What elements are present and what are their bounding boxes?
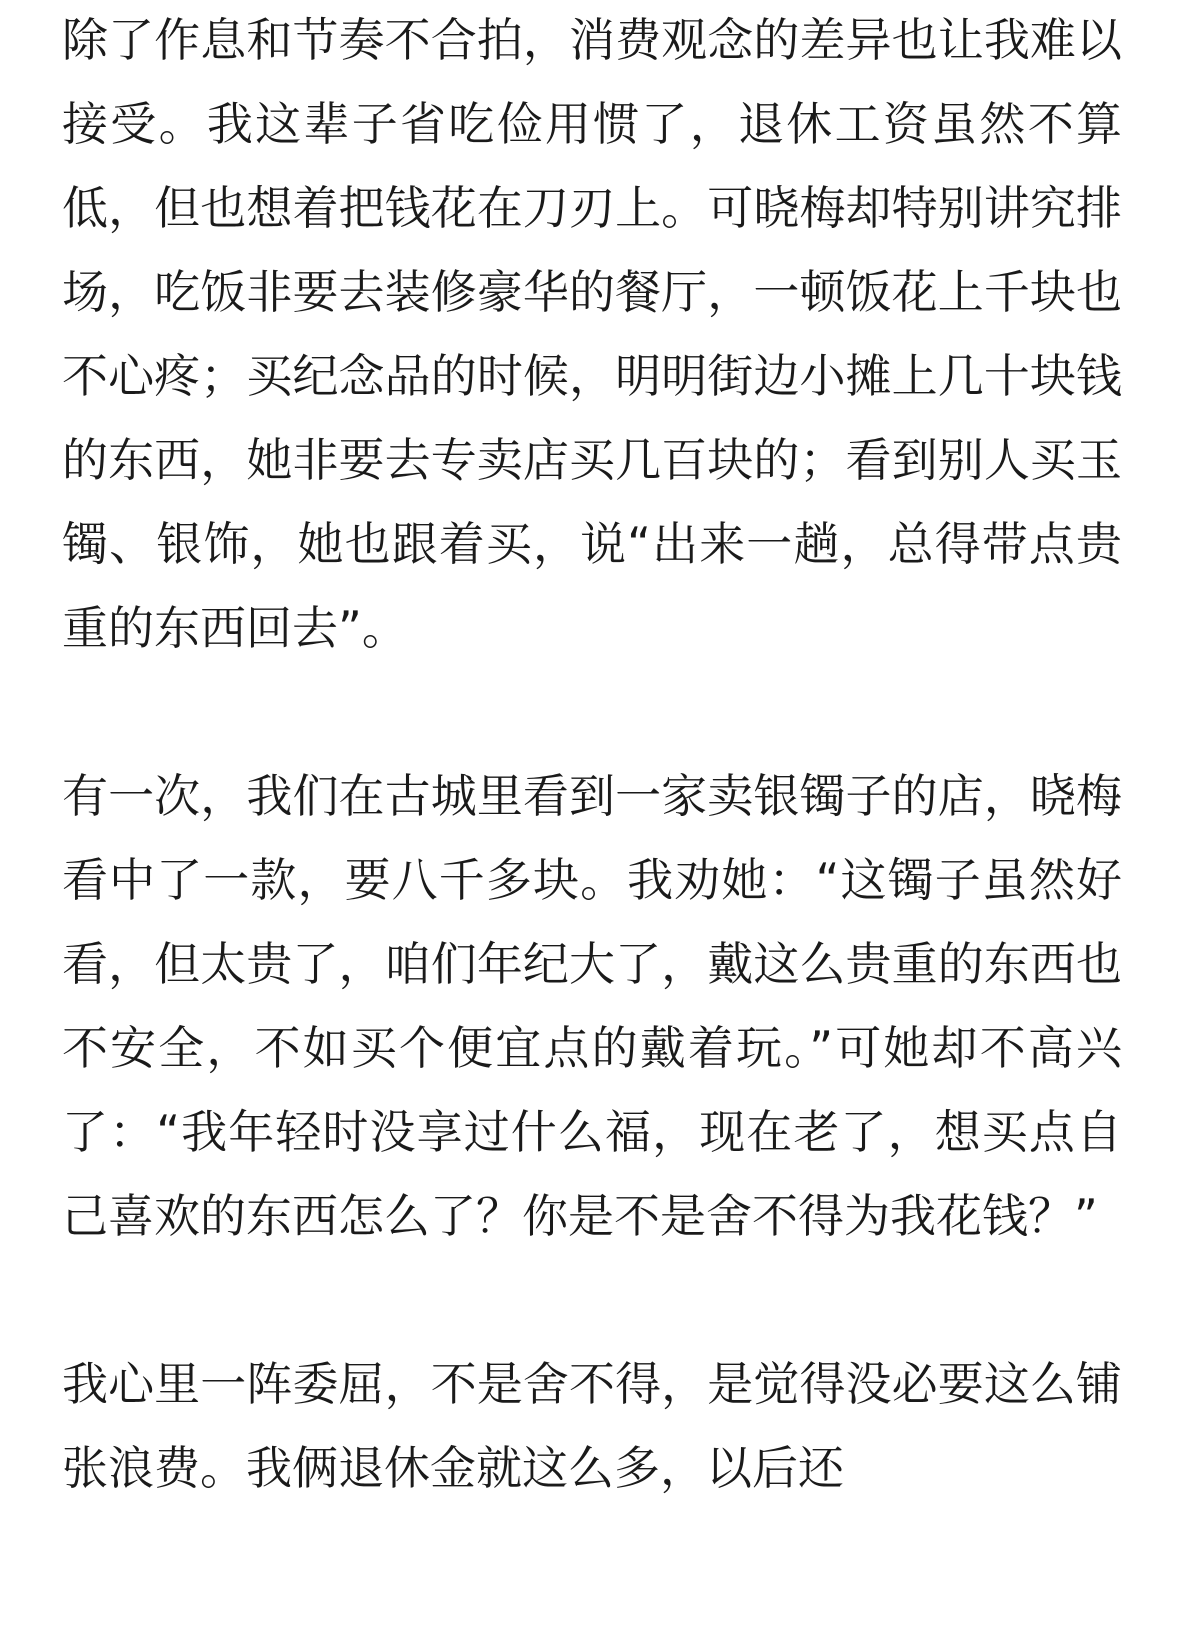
- article-paragraph: 除了作息和节奏不合拍，消费观念的差异也让我难以接受。我这辈子省吃俭用惯了，退休工资虽然不算低，但也想着把钱花在刀刃上。可晓梅却特别讲究排场，吃饭非要去装修豪华的餐厅，一顿饭花上千块也不心疼；买纪念品的时候，明明街边小摊上几十块钱的东西，她非要去专卖店买几百块的；看到别人买玉镯、银饰，她也跟着买，说“出来一趟，总得带点贵重的东西回去”。: [62, 13, 1122, 655]
- article-paragraph: 有一次，我们在古城里看到一家卖银镯子的店，晓梅看中了一款，要八千多块。我劝她：“这镯子虽然好看，但太贵了，咱们年纪大了，戴这么贵重的东西也不安全，不如买个便宜点的戴着玩。”可她却不高兴了：“我年轻时没享过什么福，现在老了，想买点自己喜欢的东西怎么了？你是不是舍不得为我花钱？”: [62, 769, 1122, 1243]
- article-paragraph: 我心里一阵委屈，不是舍不得，是觉得没必要这么铺张浪费。我俩退休金就这么多，以后还: [62, 1357, 1122, 1495]
- article-body: [62, 0, 1122, 1510]
